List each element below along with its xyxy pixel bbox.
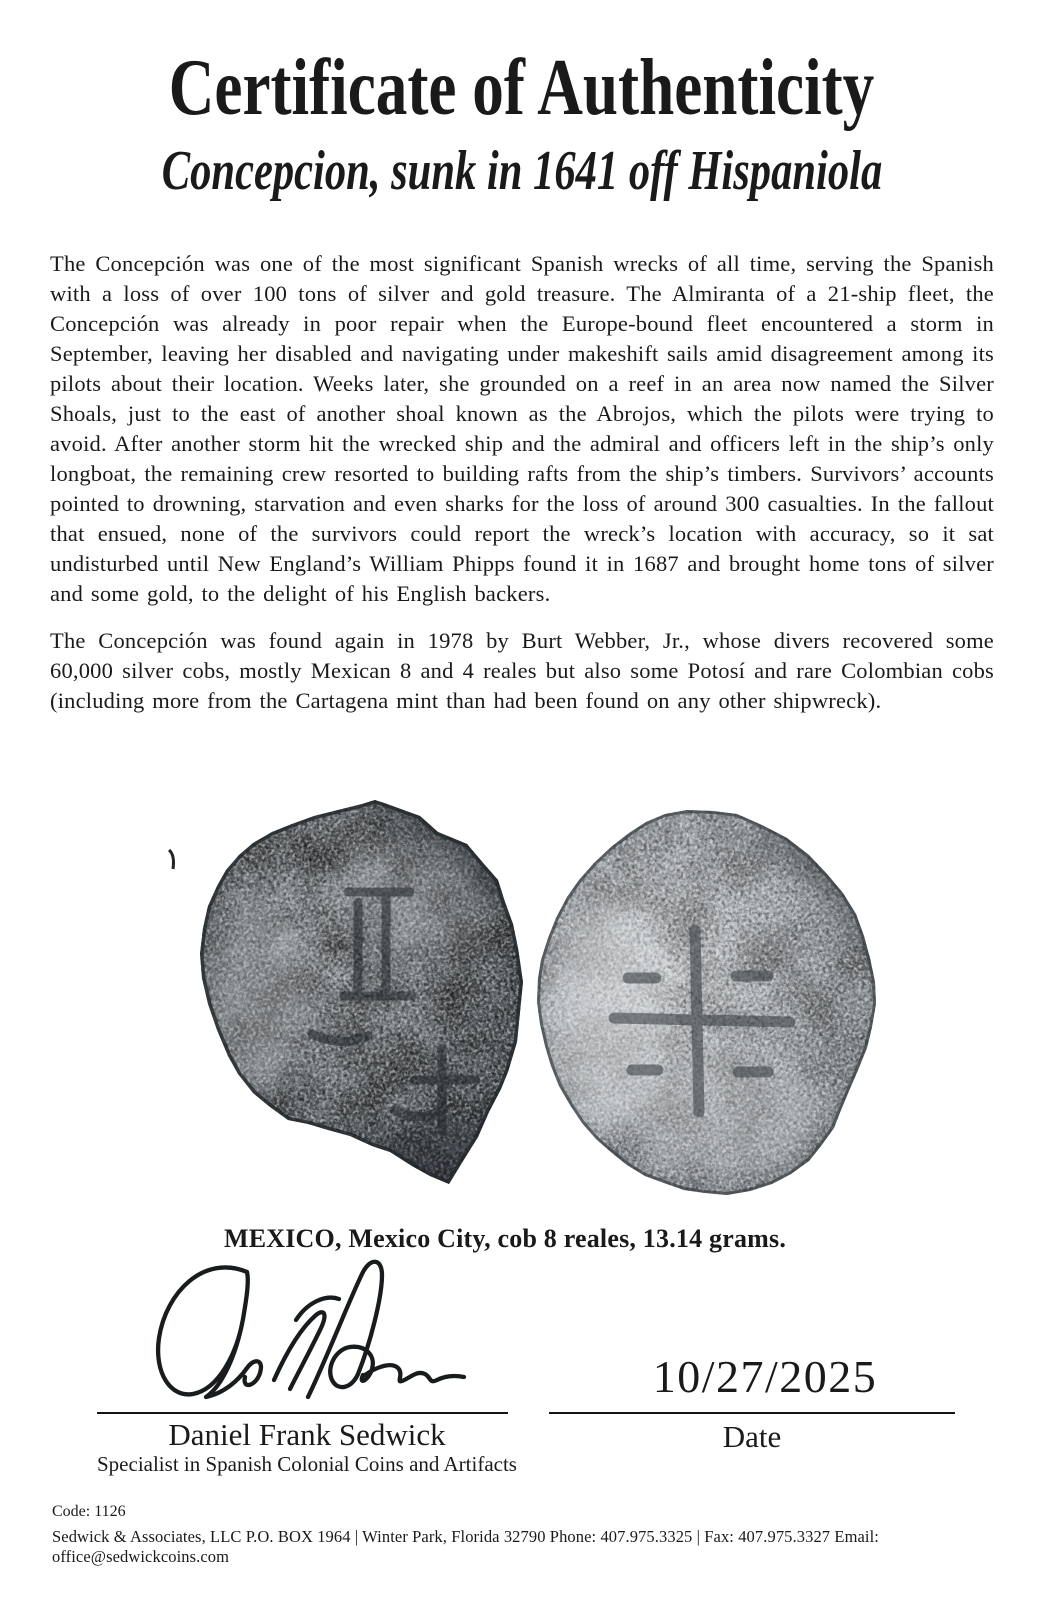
coin-caption: MEXICO, Mexico City, cob 8 reales, 13.14 grams. (223, 1224, 787, 1253)
company-contact-line: Sedwick & Associates, LLC P.O. BOX 1964 | Winter Park, Florida 32790 Phone: 407.975.3325 | Fax: 407.975.3327 Email: office@sedwickcoins.com (52, 1527, 879, 1566)
coin-reverse-photo (532, 796, 882, 1200)
coin-photos (162, 780, 882, 1200)
certificate-code: Code: 1126 (52, 1503, 126, 1520)
date-label: Date (722, 1419, 782, 1454)
paragraph-wreck-history: The Concepción was one of the most significant Spanish wrecks of all time, serving the Spanish with a loss of over 100 tons of silver and gold treasure. The Almiranta of a 21-ship fleet, the Concepción was already in poor repair when the Europe-bound fleet encountered a storm in September, leaving her disabled and navigating under makeshift sails amid disagreement among its pilots about their location. Weeks later, she grounded on a reef in an area now named the Silver Shoals, just to the east of another shoal known as the Abrojos, which the pilots were trying to avoid. After another storm hit the wrecked ship and the admiral and officers left in the ship’s only longboat, the remaining crew resorted to building rafts from the ship’s timbers. Survivors’ accounts pointed to drowning, starvation and even sharks for the loss of around 300 casualties. In the fallout that ensued, none of the survivors could report the wreck’s location with accuracy, so it sat undisturbed until New England’s William Phipps found it in 1687 and brought home tons of silver and some gold, to the delight of his English backers. (50, 251, 994, 606)
signature-image (146, 1256, 472, 1408)
certificate-subtitle: Concepcion, sunk in 1641 off Hispaniola (161, 140, 883, 202)
paragraph-recovery: The Concepción was found again in 1978 by Burt Webber, Jr., whose divers recovered some 60,000 silver cobs, mostly Mexican 8 and 4 reales but also some Potosí and rare Colombian cobs (including more from the Cartagena mint than had been found on any other shipwreck). (50, 628, 994, 713)
signer-title: Specialist in Spanish Colonial Coins and Artifacts (97, 1452, 517, 1476)
body-text (50, 249, 994, 733)
coin-photos-image (162, 780, 882, 1200)
coin-obverse-photo (182, 788, 542, 1200)
date-value: 10/27/2025 (652, 1351, 878, 1402)
stray-ink-mark (169, 850, 174, 869)
certificate-title: Certificate of Authenticity (169, 44, 875, 132)
signer-name: Daniel Frank Sedwick (168, 1417, 446, 1452)
signature-line (97, 1412, 508, 1414)
date-line (549, 1412, 955, 1414)
